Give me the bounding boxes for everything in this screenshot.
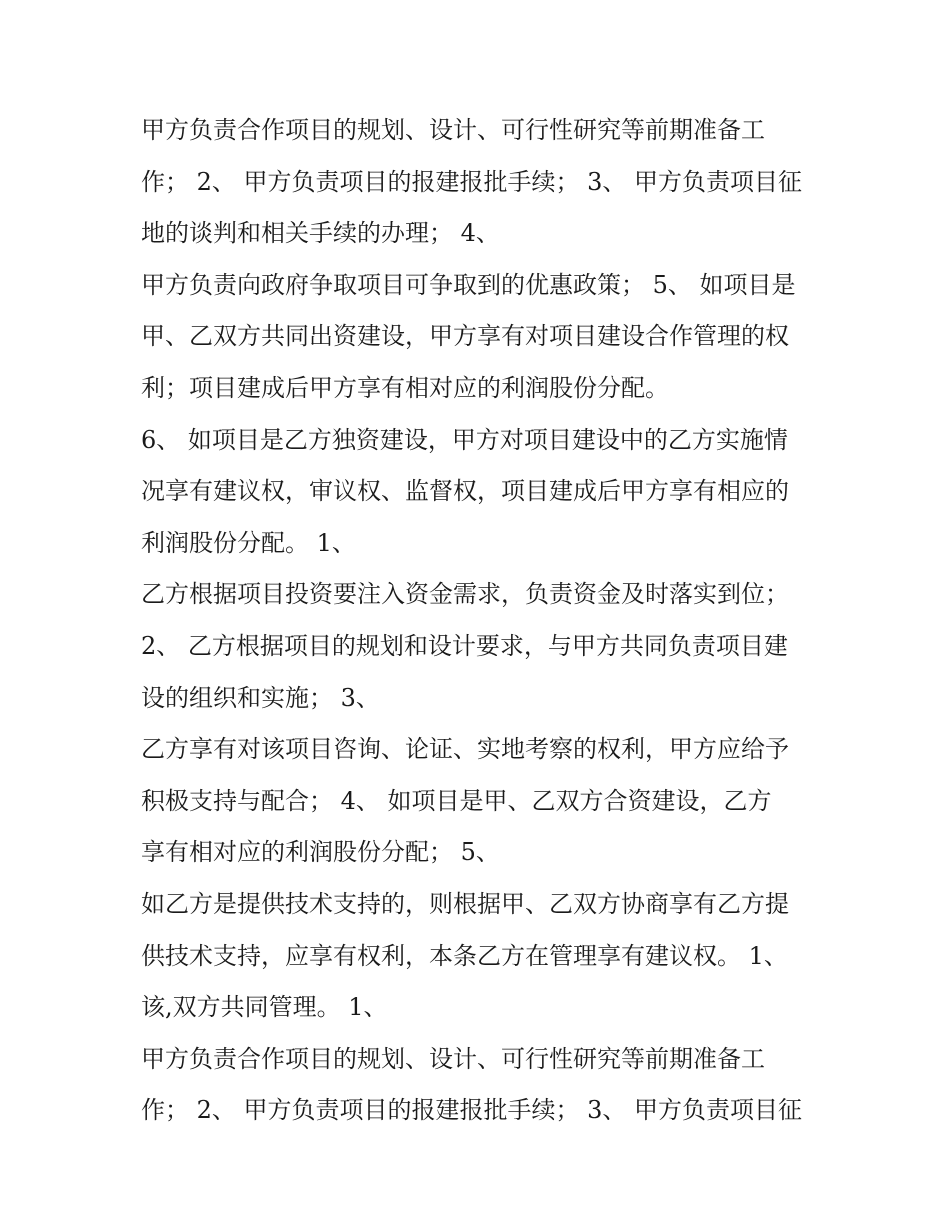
text-line: 积极支持与配合； 4、 如项目是甲、乙双方合资建设，乙方 xyxy=(141,786,772,815)
text-line: 作； 2、 甲方负责项目的报建报批手续； 3、 甲方负责项目征 xyxy=(141,1096,803,1125)
text-line: 供技术支持，应享有权利，本条乙方在管理享有建议权。 1、 xyxy=(141,941,788,970)
text-line: 2、 乙方根据项目的规划和设计要求，与甲方共同负责项目建 xyxy=(141,631,788,660)
text-line: 该,双方共同管理。 1、 xyxy=(141,993,388,1022)
text-line: 享有相对应的利润股份分配； 5、 xyxy=(141,838,500,867)
text-line: 甲方负责合作项目的规划、设计、可行性研究等前期准备工 xyxy=(141,116,765,144)
text-line: 甲、乙双方共同出资建设，甲方享有对项目建设合作管理的权 xyxy=(141,322,789,351)
document-body xyxy=(141,105,821,1137)
text-line: 乙方享有对该项目咨询、论证、实地考察的权利，甲方应给予 xyxy=(141,735,789,764)
text-line: 甲方负责向政府争取项目可争取到的优惠政策； 5、 如项目是 xyxy=(141,270,796,299)
text-line: 利；项目建成后甲方享有相对应的利润股份分配。 xyxy=(141,373,669,402)
text-line: 地的谈判和相关手续的办理； 4、 xyxy=(141,219,500,248)
text-line: 设的组织和实施； 3、 xyxy=(141,683,380,712)
text-line: 利润股份分配。 1、 xyxy=(141,528,356,557)
text-line: 作； 2、 甲方负责项目的报建报批手续； 3、 甲方负责项目征 xyxy=(141,167,803,196)
text-line: 如乙方是提供技术支持的，则根据甲、乙双方协商享有乙方提 xyxy=(141,889,789,918)
text-line: 甲方负责合作项目的规划、设计、可行性研究等前期准备工 xyxy=(141,1044,765,1073)
text-line: 乙方根据项目投资要注入资金需求，负责资金及时落实到位； xyxy=(141,580,789,609)
text-line: 况享有建议权，审议权、监督权，项目建成后甲方享有相应的 xyxy=(141,477,789,506)
text-line: 6、 如项目是乙方独资建设，甲方对项目建设中的乙方实施情 xyxy=(141,425,788,454)
